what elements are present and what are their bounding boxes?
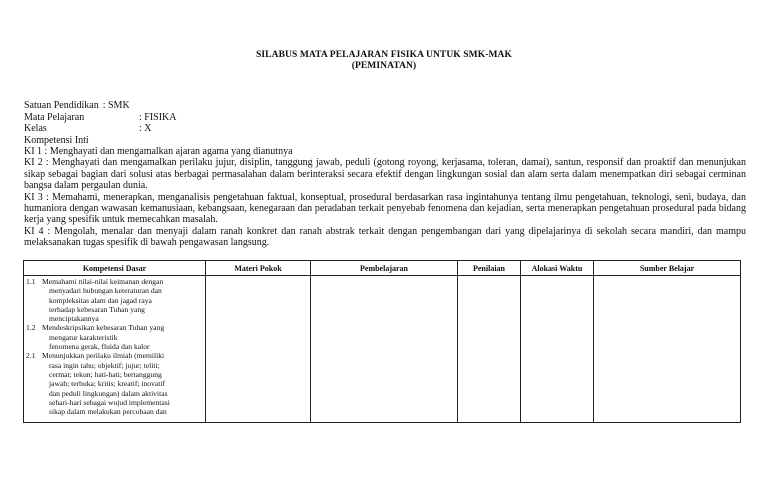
meta-row-kelas (24, 123, 152, 135)
kd-text-line: kompleksitas alam dan jagad raya (49, 295, 152, 305)
kompetensi-inti-list (24, 146, 746, 249)
document-subtitle: (PEMINATAN) (351, 61, 417, 71)
column-header-materi-pokok: Materi Pokok (206, 261, 311, 276)
column-header-kompetensi-dasar: Kompetensi Dasar (24, 261, 206, 276)
table-row (24, 276, 741, 423)
kd-text-line: mengatur karakteristik (49, 332, 118, 342)
document-title: SILABUS MATA PELAJARAN FISIKA UNTUK SMK-MAK (256, 50, 512, 60)
kd-number: 1.1 (26, 277, 36, 286)
meta-label: Kompetensi Inti (24, 134, 89, 146)
kd-item-2-1 (26, 351, 203, 416)
kd-text-line: menciptakannya (49, 314, 99, 324)
materi-pokok-cell (206, 276, 311, 423)
kd-text-line: Memahami nilai-nilai keimanan dengan (42, 277, 164, 286)
column-header-alokasi-waktu: Alokasi Waktu (521, 261, 594, 276)
ki-1: KI 1 : Menghayati dan mengamalkan ajaran agama yang dianutnya (24, 146, 293, 157)
kd-text-line: sikap dalam melakukan percobaan dan (49, 407, 167, 417)
ki-4: KI 4 : Mengolah, menalar dan menyaji dalam ranah konkret dan ranah abstrak terkait dengan pengembangan dari yang dipelajarinya di sekolah secara mandiri, dan mampu melaksanakan tugas spesifik di bawah pengawasan langsung. (24, 225, 746, 249)
kd-item-1-2 (26, 323, 203, 351)
alokasi-waktu-cell (521, 276, 594, 423)
kd-text-line: fenomena gerak, fluida dan kalor (49, 342, 150, 352)
meta-value: : FISIKA (139, 111, 177, 123)
meta-value: : SMK (102, 100, 130, 111)
kd-text-line: Mendeskripsikan kebesaran Tuhan yang (42, 323, 165, 333)
column-header-sumber-belajar: Sumber Belajar (594, 261, 741, 276)
kd-text-line: cermat; tekun; hati-hati; bertanggung (49, 369, 162, 379)
kd-number: 1.2 (26, 323, 36, 333)
kd-text-line: dan peduli lingkungan) dalam aktivitas (49, 388, 168, 398)
table-header-row (24, 261, 741, 276)
sumber-belajar-cell (594, 276, 741, 423)
column-header-penilaian: Penilaian (458, 261, 521, 276)
kd-text-line: menyadari hubungan keteraturan dan (49, 286, 162, 296)
pembelajaran-cell (311, 276, 458, 423)
penilaian-cell (458, 276, 521, 423)
meta-value: : X (139, 123, 152, 134)
kompetensi-dasar-cell (24, 276, 206, 423)
kd-text-line: terhadap kebesaran Tuhan yang (49, 304, 145, 314)
meta-label: Mata Pelajaran (24, 111, 85, 123)
kd-text-line: rasa ingin tahu; objektif; jujur; teliti; (49, 360, 160, 370)
meta-label: Kelas (24, 123, 47, 134)
meta-row-satuan-pendidikan (24, 100, 130, 112)
kd-text-line: jawab; terbuka; kritis; kreatif; inovatif (49, 379, 165, 389)
syllabus-table (23, 260, 741, 423)
meta-label: Satuan Pendidikan (24, 100, 99, 111)
kd-text-line: Menunjukkan perilaku ilmiah (memiliki (42, 351, 165, 361)
ki-3: KI 3 : Memahami, menerapkan, menganalisis pengetahuan faktual, konseptual, prosedural berdasarkan rasa ingintahunya tentang ilmu pengetahuan, teknologi, seni, budaya, dan humaniora dengan wawasan kemanusiaan, kebangsaan, kenegaraan dan peradaban terkait penyebab fenomena dan kejadian, serta menerapkan pengetahuan prosedural pada bidang kerja yang spesifik untuk memecahkan masalah. (24, 191, 746, 226)
column-header-pembelajaran: Pembelajaran (311, 261, 458, 276)
kd-number: 2.1 (26, 351, 36, 361)
ki-2: KI 2 : Menghayati dan mengamalkan perilaku jujur, disiplin, tanggung jawab, peduli (gotong royong, kerjasama, toleran, damai), santun, responsif dan proaktif dan menunjukan sikap sebagai bagian dari solusi atas berbagai permasalahan dalam berinteraksi secara efektif dengan lingkungan sosial dan alam serta dalam menempatkan diri sebagai cerminan bangsa dalam pergaulan dunia. (24, 157, 746, 192)
meta-row-mata-pelajaran (24, 112, 177, 124)
kd-text-line: sehari-hari sebagai wujud implementasi (49, 397, 170, 407)
meta-row-kompetensi-inti (24, 135, 89, 147)
kd-item-1-1 (26, 277, 203, 323)
